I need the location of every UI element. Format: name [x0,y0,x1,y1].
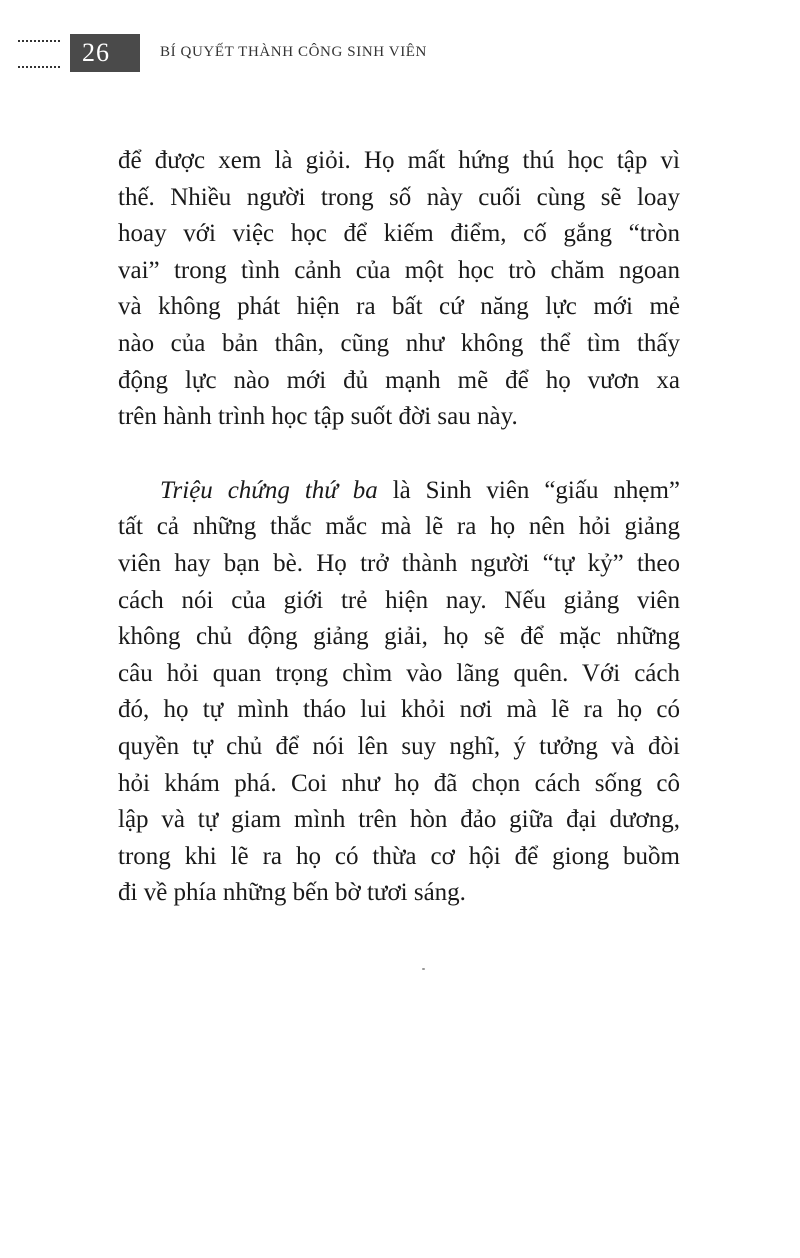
text-line: nào của bản thân, cũng như không thể tìm thấy [118,329,680,357]
text-line-first [118,473,680,510]
print-speck [422,968,425,970]
page-number: 26 [70,34,140,72]
running-title: BÍ QUYẾT THÀNH CÔNG SINH VIÊN [160,44,427,60]
text-line: cách nói của giới trẻ hiện nay. Nếu giảng viên [118,586,680,614]
decorative-dots-bottom [18,66,60,68]
text-line: hỏi khám phá. Coi như họ đã chọn cách sống cô [118,769,680,797]
text-line: câu hỏi quan trọng chìm vào lãng quên. Với cách [118,659,680,687]
text-line: hoay với việc học để kiếm điểm, cố gắng “tròn [118,220,680,248]
text-line: trên hành trình học tập suốt đời sau này. [118,403,518,431]
text-line: không chủ động giảng giải, họ sẽ để mặc những [118,623,680,651]
text-line: viên hay bạn bè. Họ trở thành người “tự kỷ” theo [118,549,680,577]
italic-lead: Triệu chứng thứ ba [160,476,378,504]
text-line: tất cả những thắc mắc mà lẽ ra họ nên hỏi giảng [118,513,680,541]
paragraph-2 [118,473,680,912]
text-line: đó, họ tự mình tháo lui khỏi nơi mà lẽ ra họ có [118,696,680,724]
decorative-dots-top [18,40,60,42]
text-line: và không phát hiện ra bất cứ năng lực mới mẻ [118,293,680,321]
text-line: quyền tự chủ để nói lên suy nghĩ, ý tưởng và đòi [118,732,680,760]
text-line: vai” trong tình cảnh của một học trò chăm ngoan [118,256,680,284]
page-header [0,32,800,76]
body-text [118,143,680,912]
text-line: đi về phía những bến bờ tươi sáng. [118,879,466,907]
text-line: thế. Nhiều người trong số này cuối cùng sẽ loay [118,183,680,211]
text-line: để được xem là giỏi. Họ mất hứng thú học tập vì [118,147,680,174]
first-line-rest: là Sinh viên “giấu nhẹm” [377,476,681,504]
text-line: trong khi lẽ ra họ có thừa cơ hội để giong buồm [118,842,680,870]
text-line: động lực nào mới đủ mạnh mẽ để họ vươn xa [118,366,680,394]
text-line: lập và tự giam mình trên hòn đảo giữa đại dương, [118,806,680,834]
paragraph-1 [118,143,680,436]
